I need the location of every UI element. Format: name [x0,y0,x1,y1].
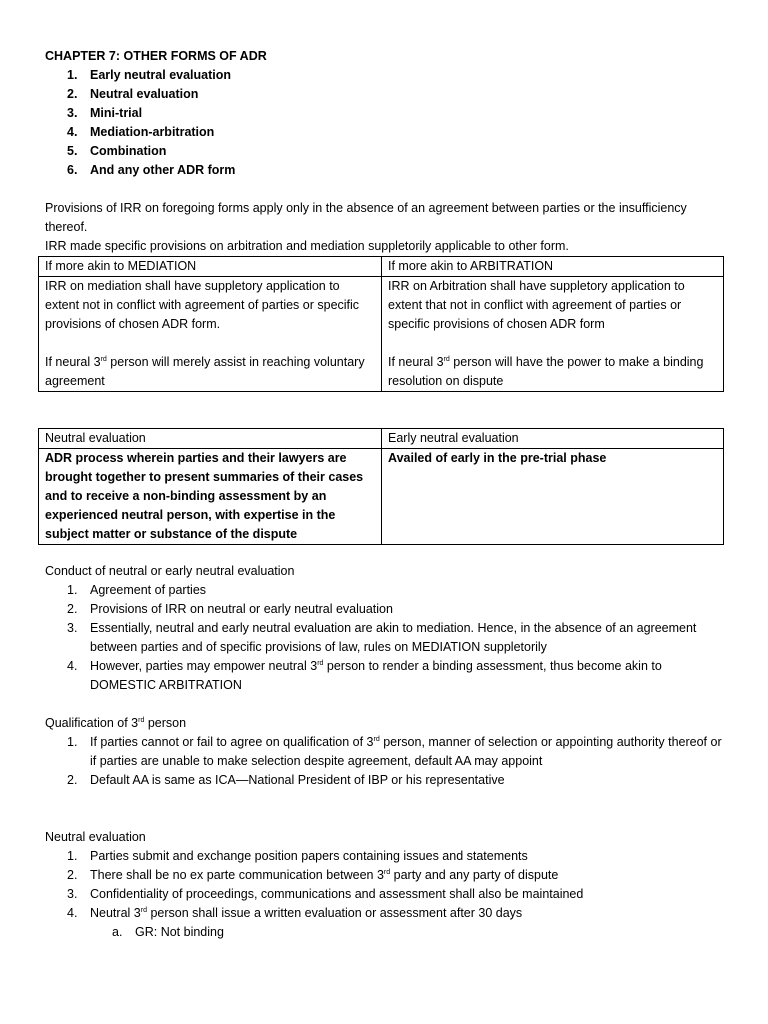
list-item: a. GR: Not binding [112,925,224,939]
neutral-evaluation-list [45,847,725,923]
qualification-section [45,714,725,790]
table-header-cell: If more akin to MEDIATION [39,257,382,277]
list-item: 6. And any other ADR form [45,161,725,180]
list-item: 1. Agreement of parties [67,583,207,597]
intro-section [45,199,725,256]
table-row [39,277,724,392]
list-marker: 1. [67,68,78,82]
qualification-list [45,733,725,790]
list-item: 2. Default AA is same as ICA—National President of IBP or his representative [67,773,505,787]
list-item: 3. Mini-trial [45,104,725,123]
list-item: 1. If parties cannot or fail to agree on qualification of 3rd person, manner of selection or appointing authority thereof or if parties are unable to make selection despite agreement, default AA may appoint [67,735,722,768]
list-marker: 5. [67,144,78,158]
list-marker: 3. [67,106,78,120]
chapter-section [45,47,725,180]
list-marker: 4. [67,125,78,139]
evaluation-table [38,428,724,545]
conduct-list [45,581,725,695]
table-cell: ADR process wherein parties and their lawyers are brought together to present summaries of their cases and to receive a non-binding assessment by an experienced neutral person, with expertise in the subject matter or substance of the dispute [39,449,382,545]
section-heading: Qualification of 3rd person [45,716,187,730]
list-item: 2. Provisions of IRR on neutral or early neutral evaluation [67,602,393,616]
neutral-evaluation-section [45,828,725,942]
list-item: 3. Essentially, neutral and early neutral evaluation are akin to mediation. Hence, in the absence of an agreement between parties and of specific provisions of law, rules on MEDIATION suppletorily [67,621,697,654]
list-marker: 2. [67,87,78,101]
list-item: 4. Neutral 3rd person shall issue a written evaluation or assessment after 30 days [67,906,523,920]
adr-forms-list [45,66,725,180]
section-heading: Conduct of neutral or early neutral evaluation [45,564,295,578]
list-item: 2. There shall be no ex parte communication between 3rd party and any party of dispute [67,868,559,882]
intro-paragraph: IRR made specific provisions on arbitration and mediation suppletorily applicable to other form. [45,239,569,253]
list-item: 5. Combination [45,142,725,161]
table-cell: IRR on Arbitration shall have suppletory application to extent that not in conflict with agreement of parties or specific provisions of chosen ADR form If neural 3rd person will have the power to make a binding resolution on dispute [382,277,724,392]
intro-paragraph: Provisions of IRR on foregoing forms apply only in the absence of an agreement between parties or the insufficiency thereof. [45,201,687,234]
mediation-arbitration-table [38,256,724,392]
list-item: 2. Neutral evaluation [45,85,725,104]
list-marker: 6. [67,163,78,177]
table-header-cell: Neutral evaluation [39,429,382,449]
neutral-evaluation-sublist [45,923,725,942]
chapter-title: CHAPTER 7: OTHER FORMS OF ADR [45,49,267,63]
list-item: 3. Confidentiality of proceedings, communications and assessment shall also be maintained [67,887,584,901]
conduct-section [45,562,725,695]
table-cell: Availed of early in the pre-trial phase [382,449,724,545]
list-item: 1. Parties submit and exchange position papers containing issues and statements [67,849,528,863]
table-header-cell: If more akin to ARBITRATION [382,257,724,277]
list-item: 4. Mediation-arbitration [45,123,725,142]
list-item: 1. Early neutral evaluation [45,66,725,85]
section-heading: Neutral evaluation [45,830,146,844]
table-header-row [39,429,724,449]
table-header-row [39,257,724,277]
table-row [39,449,724,545]
table-cell: IRR on mediation shall have suppletory application to extent not in conflict with agreement of parties or specific provisions of chosen ADR form. If neural 3rd person will merely assist in reaching voluntary agreement [39,277,382,392]
table-header-cell: Early neutral evaluation [382,429,724,449]
list-item: 4. However, parties may empower neutral 3rd person to render a binding assessment, thus become akin to DOMESTIC ARBITRATION [67,659,662,692]
